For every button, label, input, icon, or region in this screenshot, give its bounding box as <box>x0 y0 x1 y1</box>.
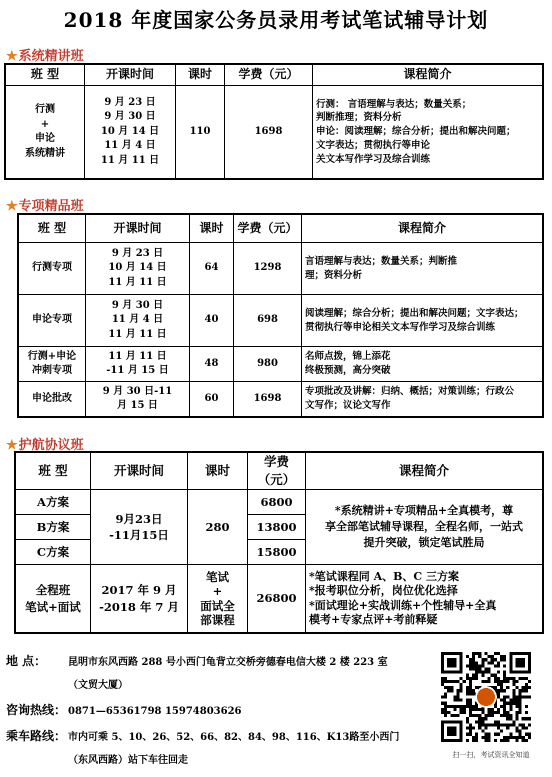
col-header-date: 开课时间 <box>85 65 176 86</box>
table-row <box>19 347 543 382</box>
bus-line-2: （东风西路）站下车往回走 <box>68 755 188 766</box>
class-dates: 9 月 23 日 10 月 14 日 11 月 11 日 <box>86 243 190 295</box>
col-header-desc: 课程简介 <box>313 65 543 86</box>
col-header-fee: 学费 （元） <box>248 453 306 490</box>
bus-text: 市内可乘 5、10、26、52、66、82、84、98、116、K13路至小西门 <box>68 732 400 743</box>
class-desc: 名师点拨，锦上添花 终极预测，高分突破 <box>302 347 543 382</box>
plan-desc: *笔试课程同 A、B、C 三方案 *报考职位分析，岗位优化选择 *面试理论+实战训练+个性辅导+全真 模考+专家点评+考前释疑 <box>306 565 543 633</box>
col-header-fee: 学费（元） <box>225 65 313 86</box>
section-heading-special: ★专项精品班 <box>6 199 84 214</box>
plan-dates: 2017 年 9 月 -2018 年 7 月 <box>91 565 188 633</box>
system-class-table <box>5 64 543 179</box>
plan-fee: 13800 <box>248 515 306 540</box>
class-type: 行测专项 <box>19 243 86 295</box>
plan-fee: 15800 <box>248 540 306 565</box>
table-row <box>19 243 543 295</box>
col-header-desc: 课程简介 <box>306 453 543 490</box>
col-header-fee: 学费（元） <box>234 215 302 243</box>
class-desc: 专项批改及讲解：归纳、概括；对策训练；行政公 文写作；议论文写作 <box>302 382 543 417</box>
col-header-desc: 课程简介 <box>302 215 543 243</box>
class-hours: 40 <box>190 295 234 347</box>
plan-name: A方案 <box>16 490 91 515</box>
class-dates: 11 月 11 日 -11 月 15 日 <box>86 347 190 382</box>
phone-line <box>6 701 242 718</box>
star-icon: ★ <box>6 199 18 214</box>
class-desc: 阅读理解；综合分析；提出和解决问题；文字表达； 贯彻执行等申论相关文本写作学习及综合训练 <box>302 295 543 347</box>
star-icon: ★ <box>6 438 18 453</box>
escort-class-table <box>15 452 543 633</box>
class-hours: 48 <box>190 347 234 382</box>
col-header-type: 班 型 <box>19 215 86 243</box>
class-hours: 60 <box>190 382 234 417</box>
col-header-type: 班 型 <box>16 453 91 490</box>
class-desc: 行测： 言语理解与表达；数量关系； 判断推理；资料分析 申论：阅读理解；综合分析；提出和解决问题； 文字表达；贯彻执行等申论 关文本写作学习及综合训练 <box>313 86 543 179</box>
section-heading-system: ★系统精讲班 <box>6 49 84 64</box>
plan-fee: 26800 <box>248 565 306 633</box>
plan-name: 全程班 笔试+面试 <box>16 565 91 633</box>
plan-name: C方案 <box>16 540 91 565</box>
phone-text: 0871—65361798 15974803626 <box>68 706 242 717</box>
address-line <box>6 652 388 669</box>
plan-desc: *系统精讲+专项精品+全真模考，尊 享全部笔试辅导课程，全程名师，一站式 提升突破，锁定笔试胜局 <box>306 490 543 565</box>
plan-hours: 笔试 + 面试全 部课程 <box>188 565 248 633</box>
class-hours: 110 <box>176 86 225 179</box>
address-label: 地 点： <box>6 654 47 668</box>
col-header-hours: 课时 <box>188 453 248 490</box>
qr-caption: 扫一扫，考试资讯全知道 <box>452 751 530 759</box>
plan-name: B方案 <box>16 515 91 540</box>
address-line-2: （文贸大厦） <box>68 680 128 691</box>
class-type: 申论批改 <box>19 382 86 417</box>
bus-label: 乘车路线： <box>6 729 67 743</box>
col-header-type: 班 型 <box>6 65 85 86</box>
bus-line <box>6 727 399 744</box>
qr-code-icon <box>441 652 531 742</box>
plan-hours: 280 <box>188 490 248 565</box>
col-header-date: 开课时间 <box>86 215 190 243</box>
special-class-table <box>18 214 543 417</box>
table-row <box>19 295 543 347</box>
class-hours: 64 <box>190 243 234 295</box>
table-row <box>16 490 543 515</box>
class-fee: 698 <box>234 295 302 347</box>
star-icon: ★ <box>6 49 18 64</box>
table-row <box>6 86 543 179</box>
col-header-hours: 课时 <box>176 65 225 86</box>
class-dates: 9 月 30 日 11 月 4 日 11 月 11 日 <box>86 295 190 347</box>
class-fee: 1698 <box>234 382 302 417</box>
phone-label: 咨询热线： <box>6 703 67 717</box>
plan-fee: 6800 <box>248 490 306 515</box>
section-heading-escort: ★护航协议班 <box>6 438 84 453</box>
class-desc: 言语理解与表达；数量关系；判断推 理；资料分析 <box>302 243 543 295</box>
table-row <box>19 382 543 417</box>
plan-dates: 9月23日 -11月15日 <box>91 490 188 565</box>
col-header-date: 开课时间 <box>91 453 188 490</box>
class-type: 申论专项 <box>19 295 86 347</box>
class-type: 行测+申论 冲刺专项 <box>19 347 86 382</box>
class-fee: 1698 <box>225 86 313 179</box>
class-type: 行测 + 申论 系统精讲 <box>6 86 85 179</box>
class-fee: 1298 <box>234 243 302 295</box>
class-dates: 9 月 30 日-11 月 15 日 <box>86 382 190 417</box>
col-header-hours: 课时 <box>190 215 234 243</box>
class-dates: 9 月 23 日 9 月 30 日 10 月 14 日 11 月 4 日 11 月 11 日 <box>85 86 176 179</box>
address-text: 昆明市东风西路 288 号小西门龟背立交桥旁德春电信大楼 2 楼 223 室 <box>68 657 388 668</box>
class-fee: 980 <box>234 347 302 382</box>
table-row <box>16 565 543 633</box>
page-title: 2018 年度国家公务员录用考试笔试辅导计划 <box>63 8 489 32</box>
